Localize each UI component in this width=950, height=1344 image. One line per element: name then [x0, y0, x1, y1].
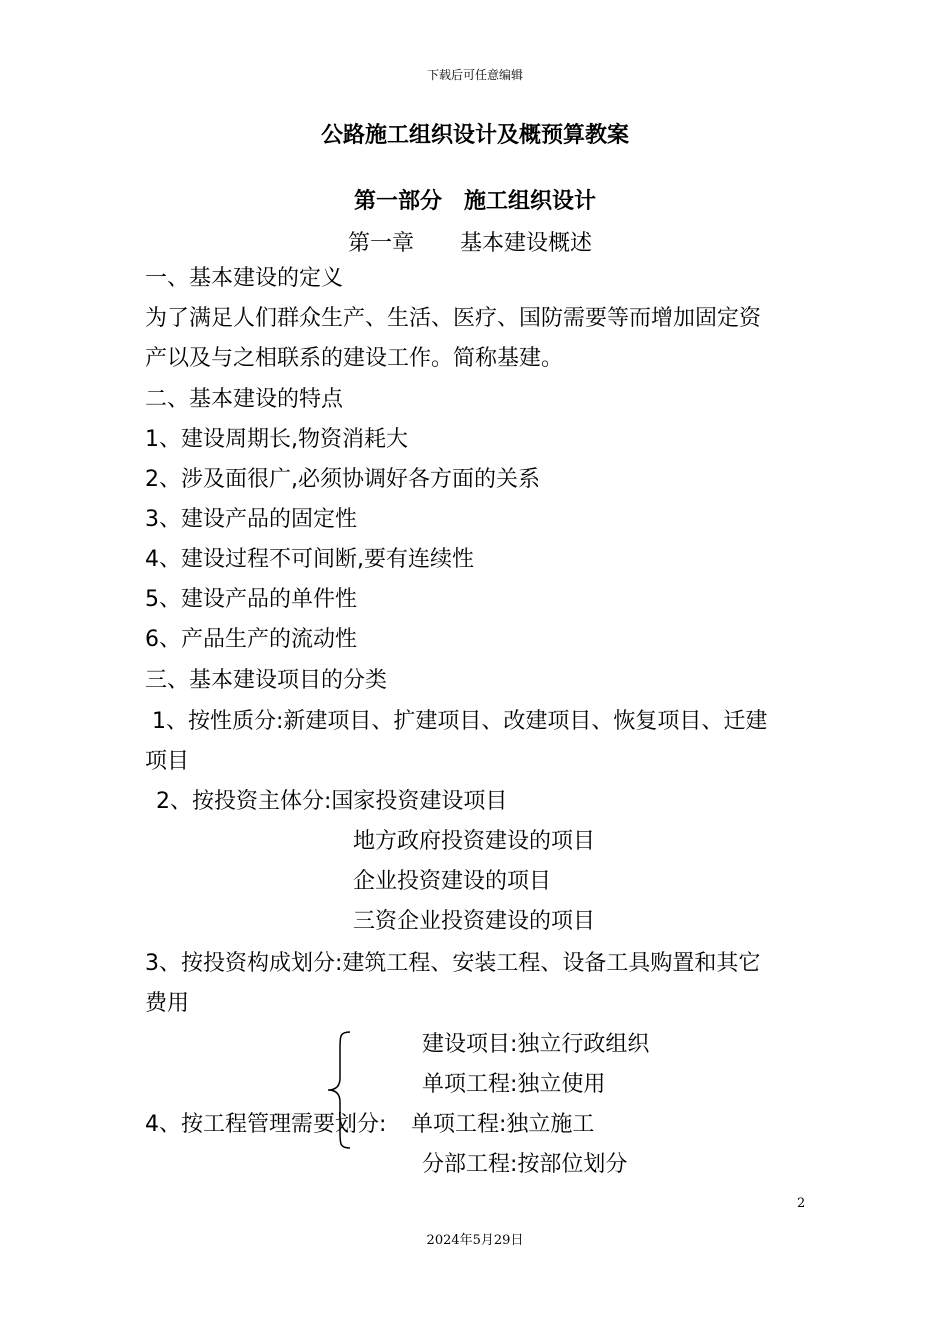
classification-by-investor: 2、按投资主体分:国家投资建设项目 [156, 789, 508, 814]
classification-by-composition-line-2: 费用 [145, 991, 190, 1016]
section-heading-definition: 一、基本建设的定义 [145, 266, 344, 291]
classification-by-nature-line-1: 1、按性质分:新建项目、扩建项目、改建项目、恢复项目、迁建 [145, 709, 768, 734]
definition-line-1: 为了满足人们群众生产、生活、医疗、国防需要等而增加固定资 [145, 306, 762, 331]
feature-item: 4、建设过程不可间断,要有连续性 [145, 547, 474, 572]
classification-by-management: 4、按工程管理需要划分: [145, 1112, 387, 1137]
footer-date: 2024年5月29日 [426, 1233, 524, 1248]
investor-item: 地方政府投资建设的项目 [353, 829, 596, 854]
definition-line-2: 产以及与之相联系的建设工作。简称基建。 [145, 346, 564, 371]
chapter-name: 基本建设概述 [460, 231, 593, 256]
investor-item: 三资企业投资建设的项目 [353, 909, 596, 934]
section-heading-classification: 三、基本建设项目的分类 [145, 668, 388, 693]
document-title: 公路施工组织设计及概预算教案 [320, 123, 629, 148]
classification-by-composition-line-1: 3、按投资构成划分:建筑工程、安装工程、设备工具购置和其它 [145, 951, 761, 976]
section-heading-features: 二、基本建设的特点 [145, 387, 344, 412]
feature-item: 3、建设产品的固定性 [145, 507, 357, 532]
chapter-title [348, 226, 592, 257]
feature-item: 1、建设周期长,物资消耗大 [145, 427, 408, 452]
chapter-number: 第一章 [348, 231, 415, 256]
part-title: 第一部分 施工组织设计 [353, 189, 596, 214]
classification-by-nature-line-2: 项目 [145, 749, 190, 774]
management-item: 建设项目:独立行政组织 [422, 1032, 650, 1057]
management-item: 单项工程:独立施工 [411, 1112, 595, 1137]
feature-item: 5、建设产品的单件性 [145, 587, 357, 612]
page-number: 2 [797, 1196, 806, 1211]
management-item: 分部工程:按部位划分 [422, 1152, 628, 1177]
investor-item: 企业投资建设的项目 [353, 869, 552, 894]
feature-item: 6、产品生产的流动性 [145, 627, 357, 652]
feature-item: 2、涉及面很广,必须协调好各方面的关系 [145, 467, 540, 492]
header-note: 下载后可任意编辑 [426, 68, 523, 82]
management-item: 单项工程:独立使用 [422, 1072, 606, 1097]
